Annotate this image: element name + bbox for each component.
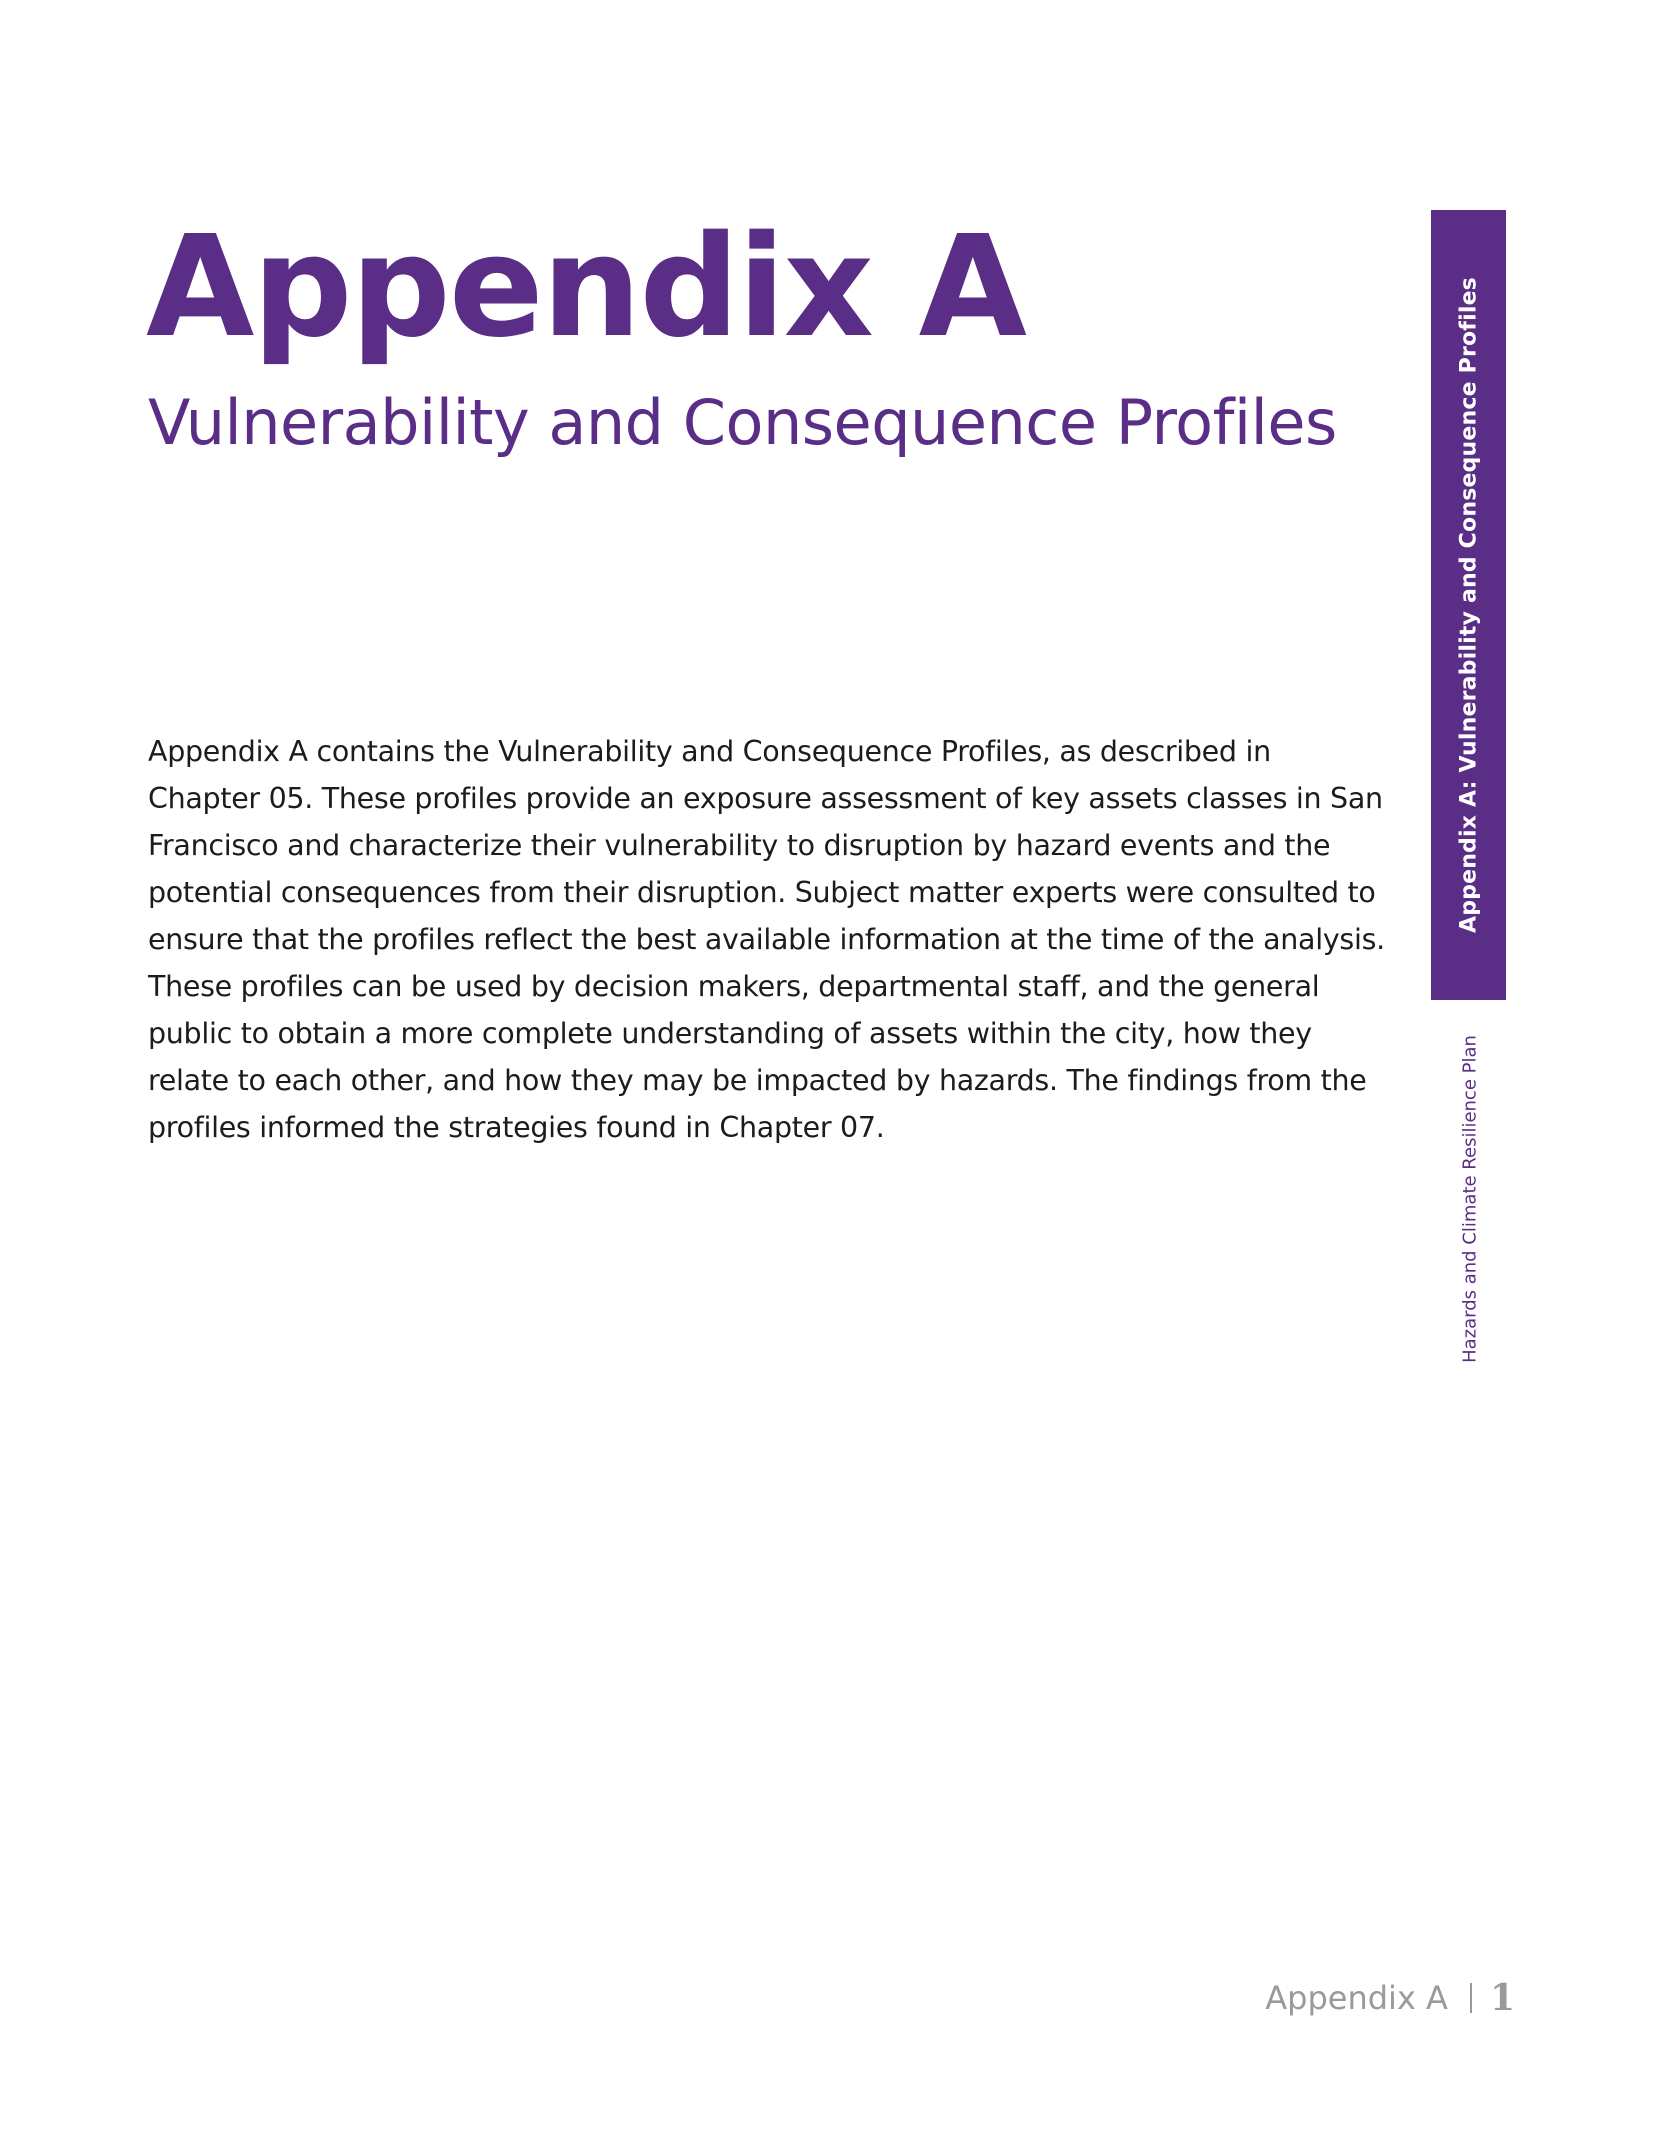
page-subtitle: Vulnerability and Consequence Profiles [148,386,1337,459]
section-tab [1431,210,1506,1000]
page-title: Appendix A [146,206,1025,369]
footer-label: Appendix A [1265,1979,1448,2017]
plan-name-label: Hazards and Climate Resilience Plan [1459,1035,1481,1363]
page-footer [1265,1977,1515,2019]
body-paragraph: Appendix A contains the Vulnerability and Consequence Profiles, as described in Chapter 05. These profiles provide an exposure assessment of key assets classes in San Francisco and characterize their vulnerability to disruption by hazard events and the potential consequences from their disruption. Subject matter experts were consulted to ensure that the profiles reflect the best available information at the time of the analysis. These profiles can be used by decision makers, departmental staff, and the general public to obtain a more complete understanding of assets within the city, how they relate to each other, and how they may be impacted by hazards. The findings from the profiles informed the strategies found in Chapter 07. [148,735,1385,1144]
section-tab-label: Appendix A: Vulnerability and Consequence Profiles [1456,277,1481,933]
footer-divider [1470,1983,1472,2013]
plan-name-tab [1450,1024,1490,1374]
page-number: 1 [1489,1977,1515,2019]
